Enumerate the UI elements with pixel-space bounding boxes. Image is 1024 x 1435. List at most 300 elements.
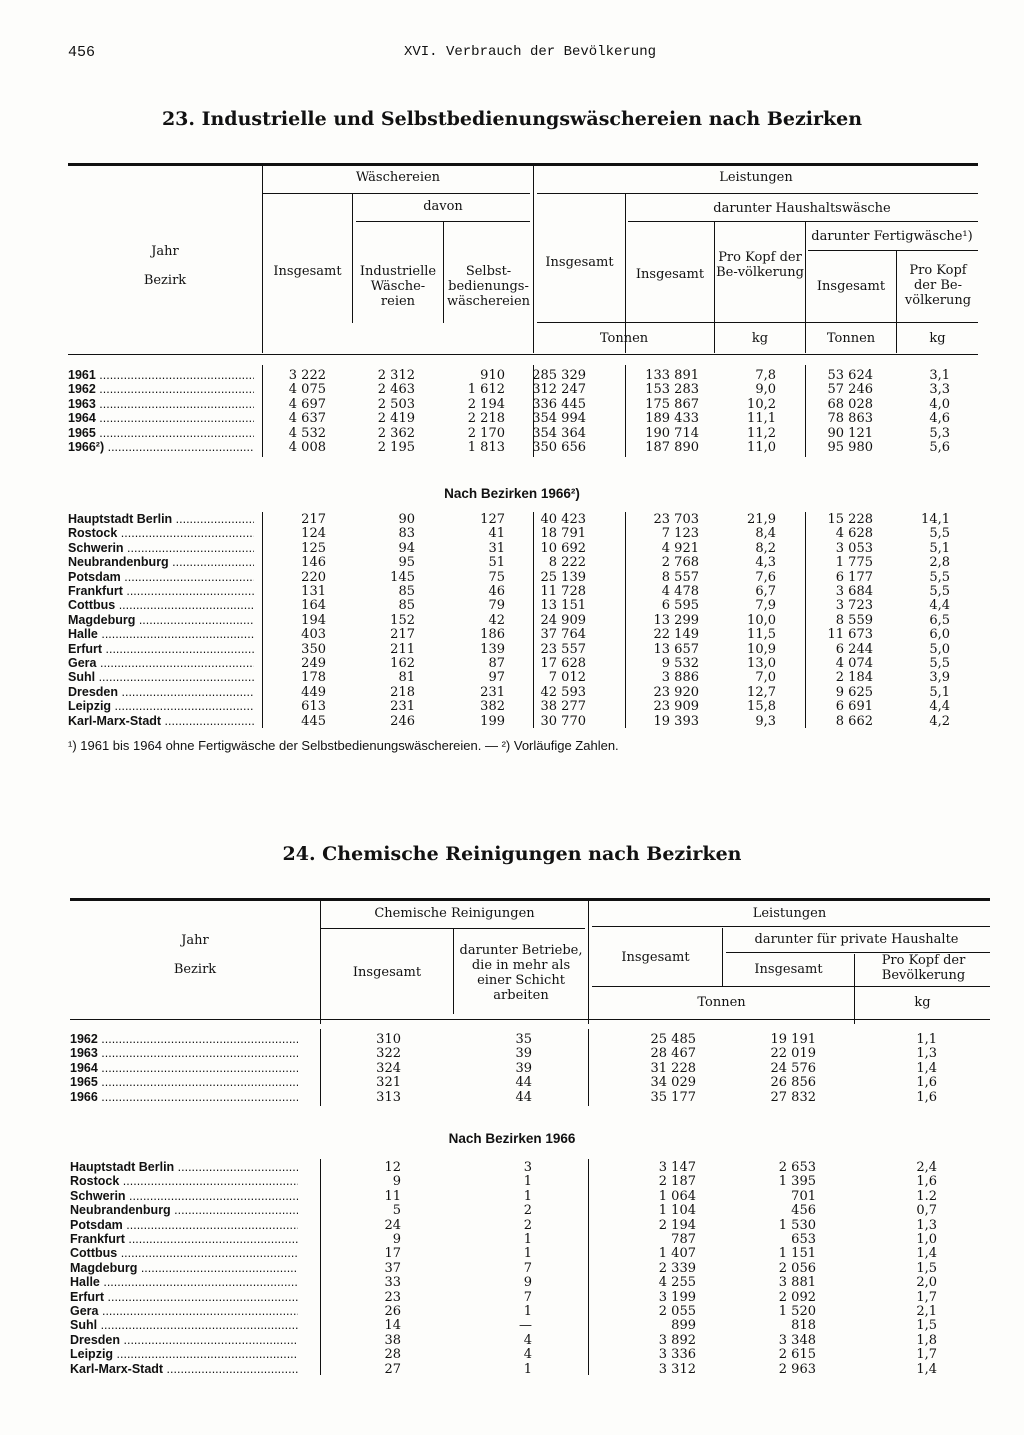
table-row [70,1189,990,1204]
table-cell: 23 909 [653,699,699,715]
table-row [70,1061,990,1076]
table-cell: 25 485 [650,1032,696,1047]
table-cell: 2 195 [377,440,415,455]
row-label: Gera ..... [70,1304,298,1319]
col-darunter-fertig: darunter Fertigwäsche¹) [811,229,973,244]
table-cell: 2 [523,1217,532,1233]
table-cell: 1,6 [916,1075,937,1091]
table-cell: 2 170 [467,425,505,441]
row-label: Neubrandenburg ..... [70,1203,298,1218]
col-darunter-private: darunter für private Haushalte [754,932,959,947]
table-cell: 4 075 [288,382,326,398]
table-cell: 133 891 [645,368,699,383]
table-row [68,411,978,426]
table-cell: 4,3 [755,555,776,571]
table-cell: 31 [488,540,505,556]
table-cell: 4 921 [661,540,699,556]
col-industrielle: Industrielle Wäsche-reien [359,264,437,309]
unit-kg: kg [751,331,769,346]
row-label: Magdeburg ..... [70,1261,298,1276]
row-label: Erfurt ..... [68,642,254,657]
row-label: Hauptstadt Berlin ..... [68,512,254,527]
table-cell: 9 [392,1232,401,1247]
table-cell: 1 064 [658,1188,696,1204]
table-cell: 231 [480,684,505,700]
table-cell: 186 [480,627,505,643]
table-cell: 3,3 [929,382,950,398]
table-cell: 2 463 [377,382,415,398]
table-cell: 313 [376,1089,401,1105]
table-row [68,368,978,383]
table-cell: 336 445 [532,396,586,412]
table-cell: 2 092 [778,1289,816,1305]
table-cell: 1,0 [916,1232,937,1247]
table-cell: 3 336 [658,1347,696,1363]
col-davon: davon [423,199,463,214]
table-cell: 350 [301,641,326,657]
table-cell: 5,5 [929,584,950,599]
col-darunter-haushalt: darunter Haushaltswäsche [713,201,891,216]
table-cell: 22 019 [770,1046,816,1062]
table-cell: 350 656 [532,440,586,455]
table-cell: 19 393 [653,713,699,729]
table-cell: 199 [480,713,505,729]
table-cell: 6 691 [835,699,873,715]
table-row [68,555,978,570]
table-cell: 382 [480,699,505,715]
table-cell: 162 [390,656,415,671]
table-cell: 40 423 [540,512,586,527]
row-label: Suhl ..... [68,670,254,685]
table-row [70,1246,990,1261]
table-cell: 39 [515,1060,532,1076]
table-cell: 38 [384,1332,401,1348]
col-leistungen-24: Leistungen [752,906,827,921]
table-cell: 8 222 [548,555,586,571]
table-cell: 78 863 [827,411,873,427]
table-cell: 94 [398,540,415,556]
table-cell: 51 [488,555,505,571]
table-cell: 324 [376,1060,401,1076]
table-cell: 24 [384,1217,401,1233]
table-cell: 2 963 [778,1361,816,1377]
row-label: Karl-Marx-Stadt ..... [70,1362,298,1377]
unit-kg-2: kg [929,331,946,346]
unit-tonnen: Tonnen [599,331,649,346]
table-cell: 6,0 [929,627,950,643]
table-cell: 14,1 [921,512,950,527]
table-cell: 7 123 [661,526,699,542]
table-cell: 1,6 [916,1089,937,1105]
table-cell: 26 [384,1304,401,1319]
table-cell: 152 [390,612,415,628]
table-cell: 11 728 [540,584,586,599]
table-cell: 42 [488,612,505,628]
table-cell: 124 [301,526,326,542]
col-insgesamt: Insgesamt [273,264,342,279]
table-cell: 2 055 [658,1304,696,1319]
table-cell: 83 [398,526,415,542]
table-cell: 1,1 [916,1032,937,1047]
table-cell: 249 [301,656,326,671]
table-cell: 1 612 [467,382,505,398]
table-cell: 7,9 [755,598,776,614]
table-row [70,1174,990,1189]
table-cell: 1,7 [916,1289,937,1305]
table-cell: 4,4 [929,699,950,715]
table-cell: 1,5 [916,1318,937,1334]
table-cell: 220 [301,569,326,585]
page-number: 456 [68,44,96,61]
table-cell: 18 791 [540,526,586,542]
table-cell: 10,0 [747,612,776,628]
table-cell: 3 684 [835,584,873,599]
table-cell: 285 329 [532,368,586,383]
table-cell: 17 628 [540,656,586,671]
table-row [70,1362,990,1377]
table-row [70,1032,990,1047]
row-label: 1966²) ..... [68,440,254,455]
table-cell: 9 [392,1174,401,1190]
table-cell: 125 [301,540,326,556]
table-cell: 23 [384,1289,401,1305]
stub-jahr: Jahr [151,244,179,259]
table-cell: 4 255 [658,1275,696,1291]
table-cell: 2 [523,1203,532,1219]
table-cell: 30 770 [540,713,586,729]
table-cell: 4 628 [835,526,873,542]
table-cell: 85 [398,598,415,614]
table-cell: 231 [390,699,415,715]
table-cell: 41 [488,526,505,542]
table-cell: 187 890 [645,440,699,455]
table-row [70,1046,990,1061]
row-label: Leipzig ..... [70,1347,298,1362]
table-row [68,570,978,585]
table-cell: 11,5 [747,627,776,643]
table-cell: 1 151 [778,1246,816,1262]
table-cell: 37 764 [540,627,586,643]
table-cell: 322 [376,1046,401,1062]
table-cell: 2 339 [658,1260,696,1276]
table-cell: 127 [480,512,505,527]
table-cell: 9,0 [755,382,776,398]
table-24-title: 24. Chemische Reinigungen nach Bezirken [282,843,742,865]
table-row [70,1261,990,1276]
table-cell: 57 246 [827,382,873,398]
table-cell: 35 [515,1032,532,1047]
table-cell: 217 [390,627,415,643]
table-cell: 4,6 [929,411,950,427]
table-cell: 11,2 [747,425,776,441]
table-cell: 3 881 [778,1275,816,1291]
table-23-title: 23. Industrielle und Selbstbedienungswäschereien nach Bezirken [161,108,863,130]
stub-jahr-24: Jahr [181,933,209,948]
table-cell: 28 [384,1347,401,1363]
table-cell: 3 199 [658,1289,696,1305]
table-cell: 189 433 [645,411,699,427]
table-cell: 1,4 [916,1060,937,1076]
table-row [68,512,978,527]
table-cell: 190 714 [645,425,699,441]
table-cell: 1,4 [916,1246,937,1262]
table-cell: 2 056 [778,1260,816,1276]
running-head: XVI. Verbrauch der Bevölkerung [403,44,657,60]
table-row [70,1304,990,1319]
table-cell: 653 [791,1232,816,1247]
table-cell: 90 [398,512,415,527]
table-cell: 3,1 [929,368,950,383]
table-cell: 19 191 [770,1032,816,1047]
table-cell: 2,4 [916,1160,937,1175]
table-24-years [70,1032,990,1107]
row-label: Dresden ..... [68,685,254,700]
table-row [68,642,978,657]
table-row [68,598,978,613]
table-cell: 26 856 [770,1075,816,1091]
table-cell: 218 [390,684,415,700]
table-cell: 1 395 [778,1174,816,1190]
row-label: Cottbus ..... [70,1246,298,1261]
table-cell: 2 768 [661,555,699,571]
table-cell: 33 [384,1275,401,1291]
table-cell: 701 [791,1188,816,1204]
table-cell: 456 [791,1203,816,1219]
table-cell: 5,1 [929,540,950,556]
table-cell: 79 [488,598,505,614]
table-cell: 403 [301,627,326,643]
table-cell: 3 348 [778,1332,816,1348]
table-cell: 95 [398,555,415,571]
table-cell: 15,8 [747,699,776,715]
table-cell: 4 [523,1332,532,1348]
table-cell: 445 [301,713,326,729]
table-cell: 23 703 [653,512,699,527]
table-cell: 4,2 [929,713,950,729]
table-cell: 7,6 [755,569,776,585]
row-label: Magdeburg ..... [68,613,254,628]
table-cell: 1 407 [658,1246,696,1262]
row-label: 1964 ..... [70,1061,298,1076]
table-cell: 1 104 [658,1203,696,1219]
table-cell: 42 593 [540,684,586,700]
table-cell: 3 892 [658,1332,696,1348]
table-row [68,584,978,599]
row-label: 1963 ..... [68,397,254,412]
col-leistungen-insgesamt-24: Insgesamt [621,950,690,965]
table-cell: 0,7 [916,1203,937,1219]
table-cell: 6,5 [929,612,950,628]
table-cell: 2,8 [929,555,950,571]
table-cell: 9 625 [835,684,873,700]
table-cell: 4,0 [929,396,950,412]
table-cell: 3 886 [661,670,699,686]
table-cell: 1 [523,1361,532,1377]
table-cell: 6 595 [661,598,699,614]
table-cell: 1 530 [778,1217,816,1233]
table-cell: 354 994 [532,411,586,427]
table-23-years [68,368,978,458]
table-cell: 2 184 [835,670,873,686]
table-cell: 12 [384,1160,401,1175]
table-row [70,1347,990,1362]
table-cell: 194 [301,612,326,628]
table-cell: 818 [791,1318,816,1334]
table-row [70,1333,990,1348]
row-label: 1966 ..... [70,1090,298,1105]
table-cell: 1.2 [916,1188,937,1204]
table-cell: 5,5 [929,569,950,585]
table-cell: 4 478 [661,584,699,599]
row-label: Gera ..... [68,656,254,671]
table-cell: 1,8 [916,1332,937,1348]
table-row [68,656,978,671]
table-cell: 211 [390,641,415,657]
table-row [68,699,978,714]
table-cell: 178 [301,670,326,686]
table-cell: 145 [390,569,415,585]
table-cell: 6 244 [835,641,873,657]
table-cell: 1,4 [916,1361,937,1377]
table-cell: 44 [515,1075,532,1091]
unit-kg-24: kg [914,995,931,1010]
table-cell: 2,1 [916,1304,937,1319]
table-cell: 175 867 [645,396,699,412]
table-cell: 613 [301,699,326,715]
table-cell: 9,3 [755,713,776,729]
table-cell: 75 [488,569,505,585]
table-cell: 6,7 [755,584,776,599]
table-cell: 1 [523,1174,532,1190]
table-cell: 1 [523,1304,532,1319]
table-cell: 312 247 [532,382,586,398]
table-23-districts [68,512,978,732]
table-cell: 4 008 [288,440,326,455]
table-cell: 8 662 [835,713,873,729]
row-label: Potsdam ..... [68,570,254,585]
table-cell: 15 228 [827,512,873,527]
table-cell: 11 [384,1188,401,1204]
table-cell: 1,7 [916,1347,937,1363]
col-chem-insgesamt: Insgesamt [352,965,422,980]
table-cell: 46 [488,584,505,599]
table-row [70,1290,990,1305]
table-row [70,1232,990,1247]
table-cell: 28 467 [650,1046,696,1062]
table-24-districts [70,1160,990,1380]
table-row [68,426,978,441]
col-fertig-insgesamt: Insgesamt [816,279,886,294]
table-cell: 13,0 [747,656,776,671]
table-cell: 8,2 [755,540,776,556]
table-cell: 146 [301,555,326,571]
row-label: 1965 ..... [70,1075,298,1090]
table-cell: 1,3 [916,1046,937,1062]
table-cell: 5,5 [929,526,950,542]
table-cell: 9 532 [661,656,699,671]
table-cell: 2,0 [916,1275,937,1291]
table-cell: 97 [488,670,505,686]
table-cell: 7 [523,1289,532,1305]
table-row [70,1275,990,1290]
table-cell: 4 697 [288,396,326,412]
table-cell: 37 [384,1260,401,1276]
table-cell: 10 692 [540,540,586,556]
table-row [68,685,978,700]
col-darunter-schicht: darunter Betriebe, die in mehr als einer Schicht arbeiten [459,943,583,1003]
table-cell: 3 147 [658,1160,696,1175]
table-cell: 3 053 [835,540,873,556]
table-cell: 7,0 [755,670,776,686]
row-label: Karl-Marx-Stadt ..... [68,714,254,729]
table-cell: 7 012 [548,670,586,686]
table-cell: 3 222 [288,368,326,383]
table-cell: 217 [301,512,326,527]
row-label: Rostock ..... [70,1174,298,1189]
table-row [68,526,978,541]
stub-bezirk: Bezirk [143,273,187,288]
row-label: Hauptstadt Berlin ..... [70,1160,298,1175]
table-row [68,627,978,642]
table-cell: 2 187 [658,1174,696,1190]
table-row [70,1318,990,1333]
table-cell: 354 364 [532,425,586,441]
table-row [70,1218,990,1233]
table-cell: 3 [523,1160,532,1175]
table-23-subheading: Nach Bezirken 1966²) [444,486,580,501]
table-cell: 310 [376,1032,401,1047]
table-cell: 24 909 [540,612,586,628]
table-cell: 6 177 [835,569,873,585]
table-cell: 7,8 [755,368,776,383]
row-label: 1962 ..... [70,1032,298,1047]
table-cell: 4 637 [288,411,326,427]
table-cell: 899 [671,1318,696,1334]
table-cell: 21,9 [747,512,776,527]
table-cell: 9 [523,1275,532,1291]
row-label: Schwerin ..... [70,1189,298,1204]
row-label: Dresden ..... [70,1333,298,1348]
row-label: Neubrandenburg ..... [68,555,254,570]
table-cell: 1 [523,1246,532,1262]
table-cell: 321 [376,1075,401,1091]
table-cell: 910 [480,368,505,383]
table-cell: 1 775 [835,555,873,571]
table-cell: 131 [301,584,326,599]
table-row [68,670,978,685]
row-label: Schwerin ..... [68,541,254,556]
table-row [70,1075,990,1090]
table-cell: 2 615 [778,1347,816,1363]
row-label: Erfurt ..... [70,1290,298,1305]
table-cell: 8 557 [661,569,699,585]
table-cell: 2 218 [467,411,505,427]
table-cell: 3 312 [658,1361,696,1377]
col-selbstbedienung: Selbst-bedienungs-wäschereien [446,264,531,309]
table-cell: 5,5 [929,656,950,671]
table-row [70,1203,990,1218]
table-cell: 2 194 [658,1217,696,1233]
table-cell: 90 121 [827,425,873,441]
table-cell: 11,1 [747,411,776,427]
table-cell: 22 149 [653,627,699,643]
table-cell: 4 [523,1347,532,1363]
table-cell: 1,5 [916,1260,937,1276]
table-row [68,382,978,397]
table-cell: 4 074 [835,656,873,671]
table-cell: 85 [398,584,415,599]
table-row [68,541,978,556]
